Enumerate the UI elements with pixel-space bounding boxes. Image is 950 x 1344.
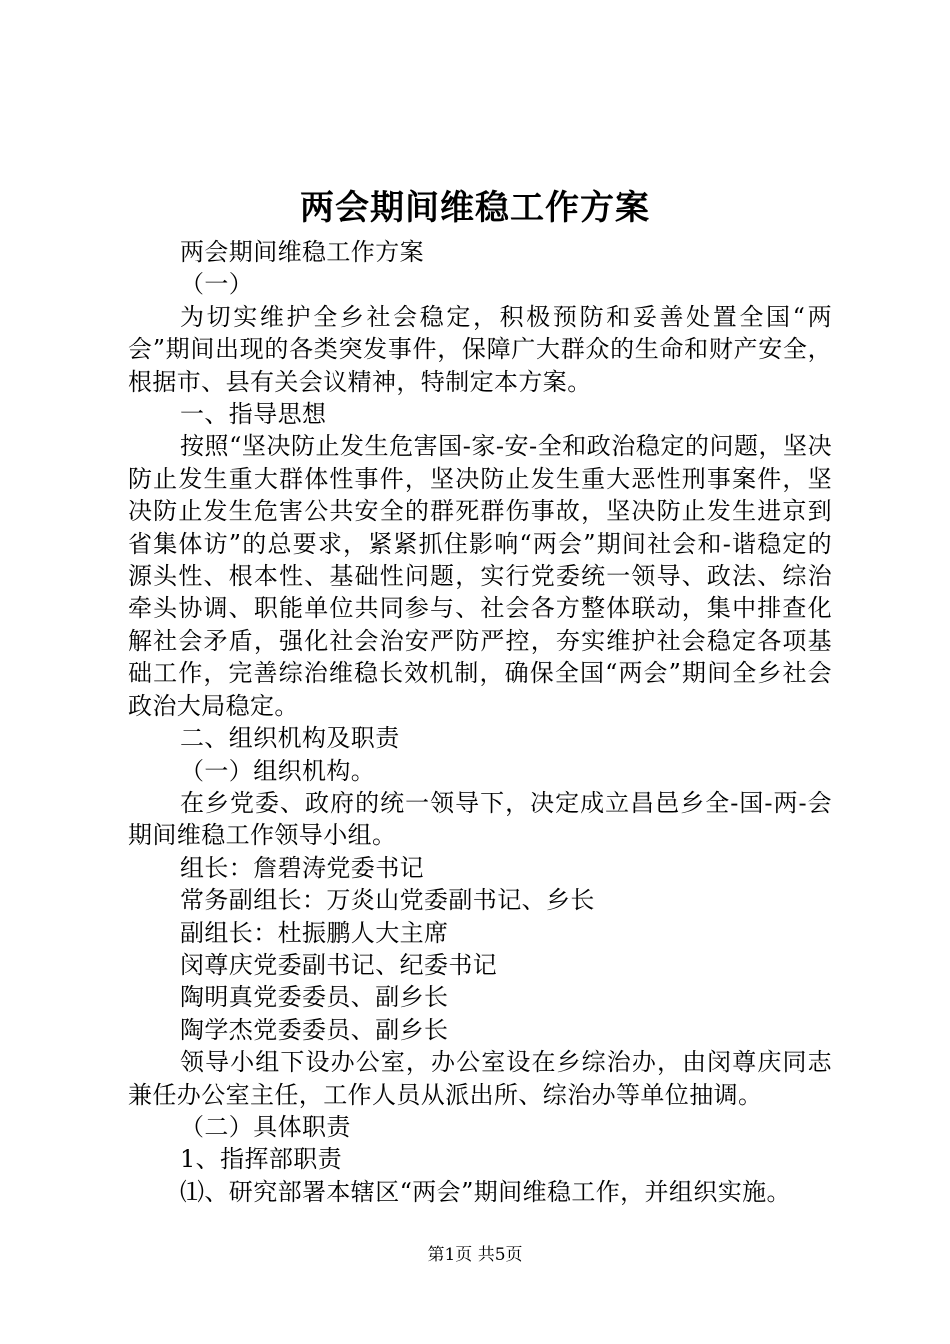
paragraph-guiding-principle: 按照“坚决防止发生危害国-家-安-全和政治稳定的问题，坚决防止发生重大群体性事件，坚决防止发生重大恶性刑事案件，坚决防止发生危害公共安全的群死群伤事故，坚决防止发生进京到省集体访”的总要求，紧紧抓住影响“两会”期间社会和-谐稳定的源头性、根本性、基础性问题，实行党委统一领导、政法、综治牵头协调、职能单位共同参与、社会各方整体联动，集中排查化解社会矛盾，强化社会治安严防严控，夯实维护社会稳定各项基础工作，完善综治维稳长效机制，确保全国“两会”期间全乡社会政治大局稳定。 bbox=[128, 432, 832, 720]
paragraph-organization: 在乡党委、政府的统一领导下，决定成立昌邑乡全-国-两-会期间维稳工作领导小组。 bbox=[128, 788, 832, 850]
subheading-command-duties: 1、指挥部职责 bbox=[180, 1145, 343, 1174]
document-body bbox=[128, 236, 832, 1208]
document-title: 两会期间维稳工作方案 bbox=[300, 188, 650, 228]
member-line: 组长：詹碧涛党委书记 bbox=[180, 853, 424, 882]
subheading-duties: （二）具体职责 bbox=[180, 1112, 351, 1141]
paragraph-subtitle: 两会期间维稳工作方案 bbox=[180, 238, 424, 266]
paragraph-office: 领导小组下设办公室，办公室设在乡综治办，由闵尊庆同志兼任办公室主任，工作人员从派出所、综治办等单位抽调。 bbox=[128, 1048, 832, 1109]
paragraph-intro: 为切实维护全乡社会稳定，积极预防和妥善处置全国“两会”期间出现的各类突发事件，保障广大群众的生命和财产安全，根据市、县有关会议精神，特制定本方案。 bbox=[128, 302, 832, 396]
subheading-organization: （一）组织机构。 bbox=[180, 756, 376, 785]
member-line: 闵尊庆党委副书记、纪委书记 bbox=[180, 950, 498, 979]
member-line: 副组长：杜振鹏人大主席 bbox=[180, 918, 449, 947]
paragraph-duty-item: ⑴、研究部署本辖区“两会”期间维稳工作，并组织实施。 bbox=[180, 1177, 791, 1206]
member-line: 陶明真党委委员、副乡长 bbox=[180, 983, 449, 1012]
page-footer: 第1页 共5页 bbox=[427, 1245, 523, 1265]
member-line: 常务副组长：万炎山党委副书记、乡长 bbox=[180, 886, 595, 915]
heading-organization: 二、组织机构及职责 bbox=[180, 724, 400, 753]
paragraph-section-marker: （一） bbox=[180, 270, 254, 299]
heading-guiding-principle: 一、指导思想 bbox=[180, 400, 327, 429]
member-line: 陶学杰党委委员、副乡长 bbox=[180, 1015, 449, 1044]
